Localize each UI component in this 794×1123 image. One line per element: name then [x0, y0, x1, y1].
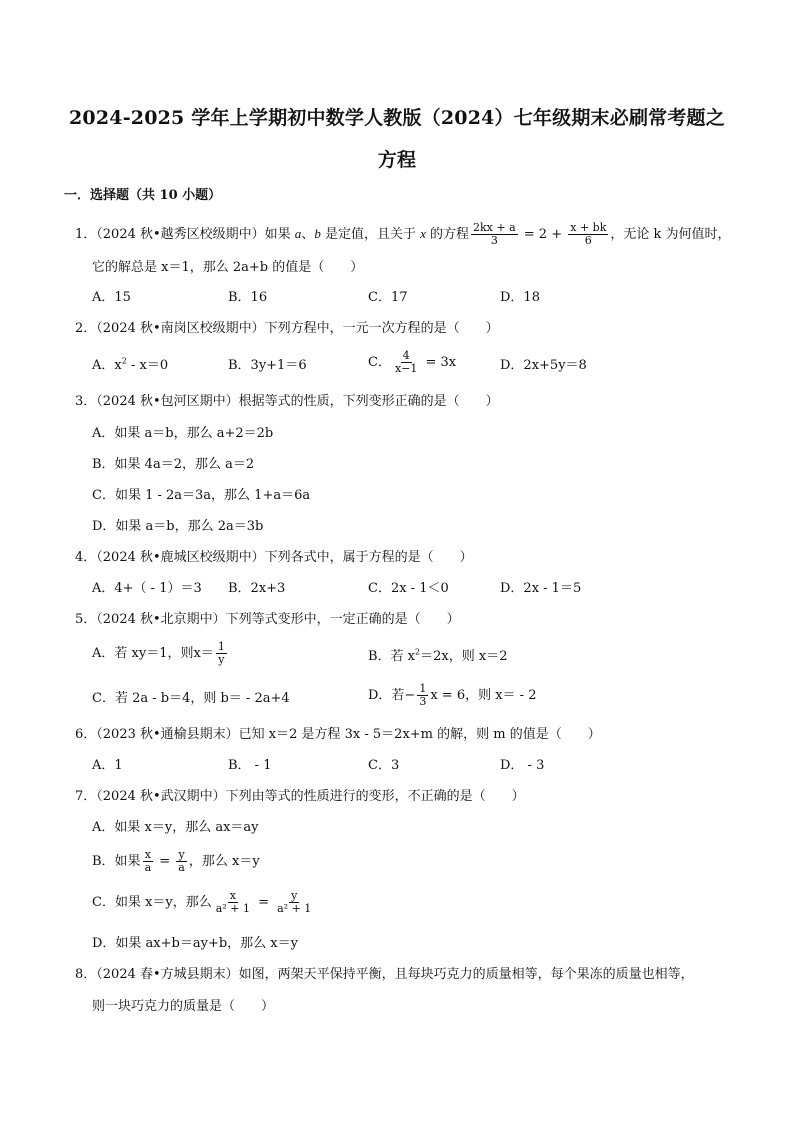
q2-a-pre: A．x	[92, 358, 122, 373]
q2-option-d: D．2x+5y＝8	[500, 358, 587, 373]
q7-b-eq: =	[155, 854, 175, 869]
q4-option-a: A．4+（ - 1）＝3	[92, 581, 202, 596]
q6-option-c: C．3	[368, 758, 400, 773]
q5-d-pre: D．若−	[368, 688, 416, 703]
q1-fraction-right	[568, 222, 608, 247]
q3-option-d: D．如果 a＝b，那么 2a＝3b	[92, 519, 264, 534]
q3-option-b: B．如果 4a＝2，那么 a＝2	[92, 457, 255, 472]
q1-text-mid2: 的方程	[425, 227, 469, 242]
q1-den2: 6	[584, 234, 592, 247]
q1-var-b: b	[314, 226, 321, 241]
q7-c-num1: x	[229, 889, 236, 902]
q5-b-sup: 2	[415, 647, 421, 657]
q1-num2: x + bk	[570, 221, 607, 234]
q5-a-pre: A．若 xy＝1，则x＝	[92, 646, 214, 661]
q1-fraction-left	[471, 222, 518, 247]
q5-a-num: 1	[217, 640, 225, 653]
q7-c-eq: =	[253, 895, 274, 910]
q5-option-c: C．若 2a - b＝4，则 b＝ - 2a+4	[92, 691, 290, 706]
q7-c-den2: a² + 1	[277, 902, 312, 915]
q2-option-a	[92, 357, 168, 375]
q5-a-fraction	[216, 641, 227, 666]
question-8-line1: 8．（2024 春•方城县期末）如图，两架天平保持平衡，且每块巧克力的质量相等，每个果冻的质量也相等，	[75, 967, 694, 982]
q7-b-den2: a	[178, 861, 185, 874]
q7-c-num2: y	[291, 889, 298, 902]
q5-d-fraction	[417, 683, 428, 708]
q5-d-post: x = 6，则 x＝ - 2	[430, 688, 537, 703]
q7-c-fraction-right	[275, 890, 313, 915]
q1-option-b: B．16	[228, 290, 268, 305]
q7-b-fraction-left	[143, 849, 154, 874]
q7-b-num2: y	[178, 848, 185, 861]
q7-option-b	[92, 849, 260, 874]
q3-option-c: C．如果 1 - 2a＝3a，那么 1+a＝6a	[92, 488, 311, 503]
q7-b-den1: a	[144, 861, 152, 874]
q4-option-b: B．2x+3	[228, 581, 286, 596]
q1-option-a: A．15	[92, 290, 131, 305]
q5-b-post: ＝2x，则 x＝2	[420, 649, 508, 664]
question-1-stem	[75, 222, 731, 247]
q2-c-den: x−1	[394, 362, 418, 375]
page-title: 2024-2025 学年上学期初中数学人教版（2024）七年级期末必刷常考题之	[69, 107, 725, 129]
q2-a-sup: 2	[121, 356, 127, 366]
q2-c-num: 4	[402, 349, 410, 362]
q7-option-d: D．如果 ax+b＝ay+b，那么 x＝y	[92, 936, 298, 951]
question-7-stem: 7．（2024 秋•武汉期中）下列由等式的性质进行的变形，不正确的是（ ）	[75, 789, 525, 804]
q7-c-pre: C．如果 x＝y，那么	[92, 895, 212, 910]
question-4-stem: 4．（2024 秋•鹿城区校级期中）下列各式中，属于方程的是（ ）	[75, 550, 473, 565]
q7-b-post: ，那么 x＝y	[188, 854, 260, 869]
q2-option-b: B．3y+1＝6	[228, 358, 307, 373]
q4-option-c: C．2x - 1＜0	[368, 581, 449, 596]
q5-d-den: 3	[419, 695, 427, 708]
q2-c-post: = 3x	[421, 355, 457, 370]
q7-c-fraction-left	[214, 890, 252, 915]
q7-option-c	[92, 890, 315, 915]
question-8-line2: 则一块巧克力的质量是（ ）	[92, 999, 275, 1014]
q5-b-pre: B．若 x	[368, 649, 416, 664]
page-subtitle: 方程	[377, 149, 417, 171]
q5-option-d	[368, 683, 536, 708]
q6-option-b: B． - 1	[228, 758, 272, 773]
q6-option-a: A．1	[92, 758, 123, 773]
q1-num1: 2kx + a	[473, 221, 516, 234]
q3-option-a: A．如果 a＝b，那么 a+2＝2b	[92, 426, 274, 441]
q1-text-mid: 是定值，且关于	[320, 227, 421, 242]
q1-text-post: ，无论 k 为何值时，	[610, 227, 731, 242]
question-2-stem: 2．（2024 秋•南岗区校级期中）下列方程中，一元一次方程的是（ ）	[75, 321, 499, 336]
q7-b-pre: B．如果	[92, 854, 141, 869]
q2-c-fraction	[393, 350, 419, 375]
q1-var-a: a	[294, 226, 302, 241]
q1-eq: = 2 +	[519, 227, 567, 242]
q5-a-den: y	[218, 653, 225, 666]
question-5-stem: 5．（2024 秋•北京期中）下列等式变形中，一定正确的是（ ）	[75, 612, 460, 627]
q2-c-pre: C．	[368, 355, 391, 370]
q2-option-c	[368, 350, 456, 375]
q7-option-a: A．如果 x＝y，那么 ax＝ay	[92, 820, 259, 835]
question-6-stem: 6．（2023 秋•通榆县期末）已知 x＝2 是方程 3x - 5＝2x+m 的解，则 m 的值是（ ）	[75, 727, 601, 742]
q5-option-a	[92, 641, 229, 666]
q5-option-b	[368, 648, 507, 666]
q2-a-post: - x＝0	[126, 358, 169, 373]
q1-den1: 3	[490, 234, 498, 247]
q7-b-num1: x	[144, 848, 151, 861]
question-1-line2: 它的解总是 x＝1，那么 2a+b 的值是（ ）	[92, 260, 364, 275]
q1-sep: 、	[301, 227, 315, 242]
q1-option-c: C．17	[368, 290, 408, 305]
q6-option-d: D． - 3	[500, 758, 545, 773]
q5-d-num: 1	[419, 682, 427, 695]
q1-var-x: x	[420, 226, 426, 241]
q7-c-den1: a² + 1	[215, 902, 250, 915]
q4-option-d: D．2x - 1＝5	[500, 581, 582, 596]
section-heading: 一．选择题（共 10 小题）	[64, 188, 222, 203]
q1-text: 1．（2024 秋•越秀区校级期中）如果	[75, 227, 295, 242]
q7-b-fraction-right	[176, 849, 187, 874]
q1-option-d: D．18	[500, 290, 540, 305]
question-3-stem: 3．（2024 秋•包河区期中）根据等式的性质，下列变形正确的是（ ）	[75, 394, 499, 409]
